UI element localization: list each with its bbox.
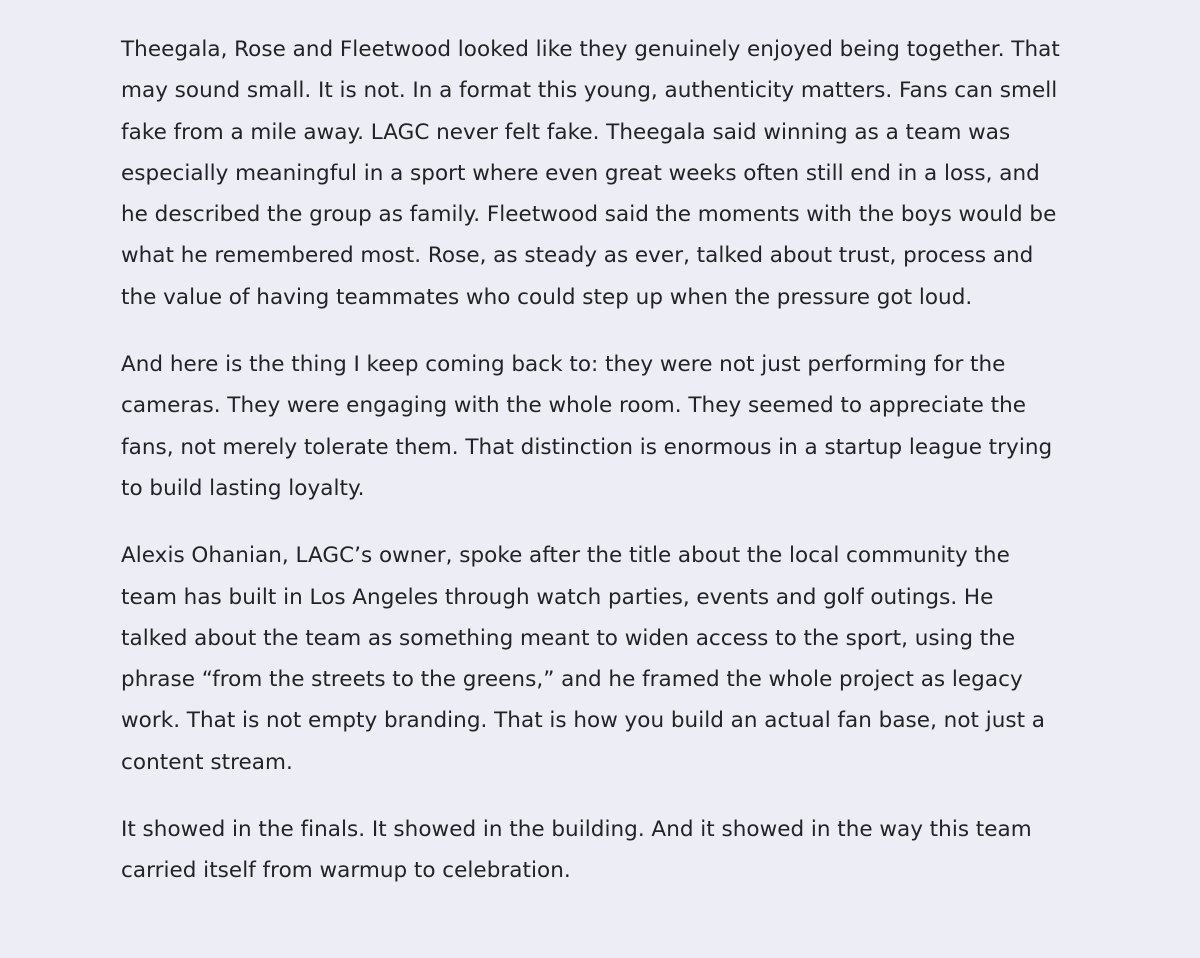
article-paragraph: Alexis Ohanian, LAGC’s owner, spoke after the title about the local community the team has built in Los Angeles through watch parties, events and golf outings. He talked about the team as something meant to widen access to the sport, using the phrase “from the streets to the greens,” and he framed the whole project as legacy work. That is not empty branding. That is how you build an actual fan base, not just a content stream. bbox=[121, 543, 1046, 775]
article-body bbox=[121, 29, 1061, 892]
article-paragraph: It showed in the finals. It showed in the building. And it showed in the way this team carried itself from warmup to celebration. bbox=[121, 817, 1032, 884]
article-paragraph: And here is the thing I keep coming back to: they were not just performing for the cameras. They were engaging with the whole room. They seemed to appreciate the fans, not merely tolerate them. That distinction is enormous in a startup league trying to build lasting loyalty. bbox=[121, 352, 1053, 501]
article-paragraph: Theegala, Rose and Fleetwood looked like they genuinely enjoyed being together. That may sound small. It is not. In a format this young, authenticity matters. Fans can smell fake from a mile away. LAGC never felt fake. Theegala said winning as a team was especially meaningful in a sport where even great weeks often still end in a loss, and he described the group as family. Fleetwood said the moments with the boys would be what he remembered most. Rose, as steady as ever, talked about trust, process and the value of having teammates who could step up when the pressure got loud. bbox=[121, 37, 1060, 310]
